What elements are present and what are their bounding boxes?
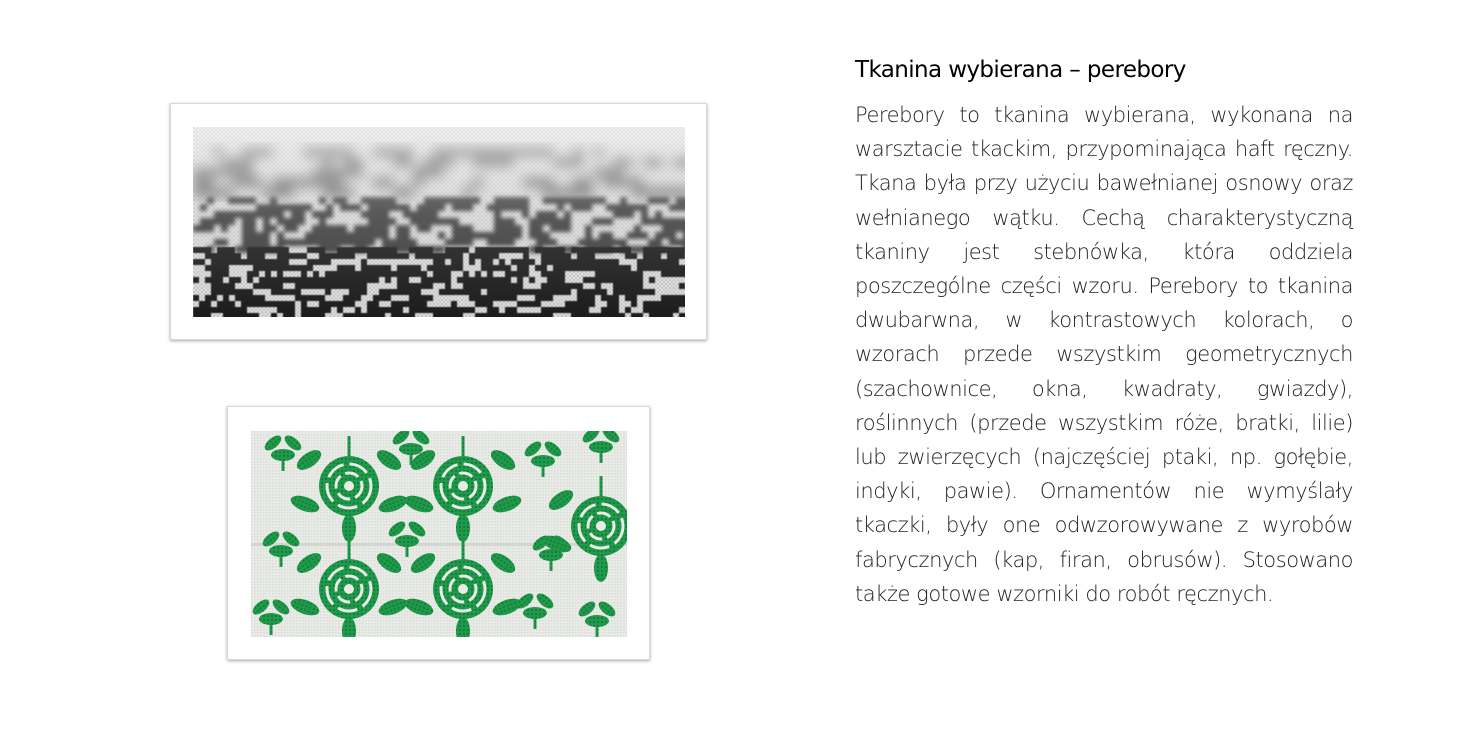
- green-rose-fabric-photo: [251, 431, 627, 637]
- slide-body-paragraph: Perebory to tkanina wybierana, wykonana na warsztacie tkackim, przypominająca haft ręczny. Tkana była przy użyciu bawełnianej osnowy oraz wełnianego wątku. Cechą charakterystyczną tkaniny jest stebnówka, która oddziela poszczególne części wzoru. Perebory to tkanina dwubarwna, w kontrastowych kolorach, o wzorach przede wszystkim geometrycznych (szachownice, okna, kwadraty, gwiazdy), roślinnych (przede wszystkim róże, bratki, lilie) lub zwierzęcych (najczęściej ptaki, np. gołębie, indyki, pawie). Ornamentów nie wymyślały tkaczki, były one odwzorowywane z wyrobów fabrycznych (kap, firan, obrusów). Stosowano także gotowe wzorniki do robót ręcznych.: [855, 103, 1353, 606]
- text-column: [855, 55, 1353, 611]
- photo-frame-monochrome: [170, 103, 707, 340]
- slide-title: Tkanina wybierana – perebory: [855, 57, 1186, 83]
- monochrome-fabric-photo: [193, 127, 685, 317]
- photo-frame-green: [227, 406, 650, 660]
- green-rose-fabric-image: [251, 431, 627, 637]
- monochrome-fabric-image: [193, 127, 685, 317]
